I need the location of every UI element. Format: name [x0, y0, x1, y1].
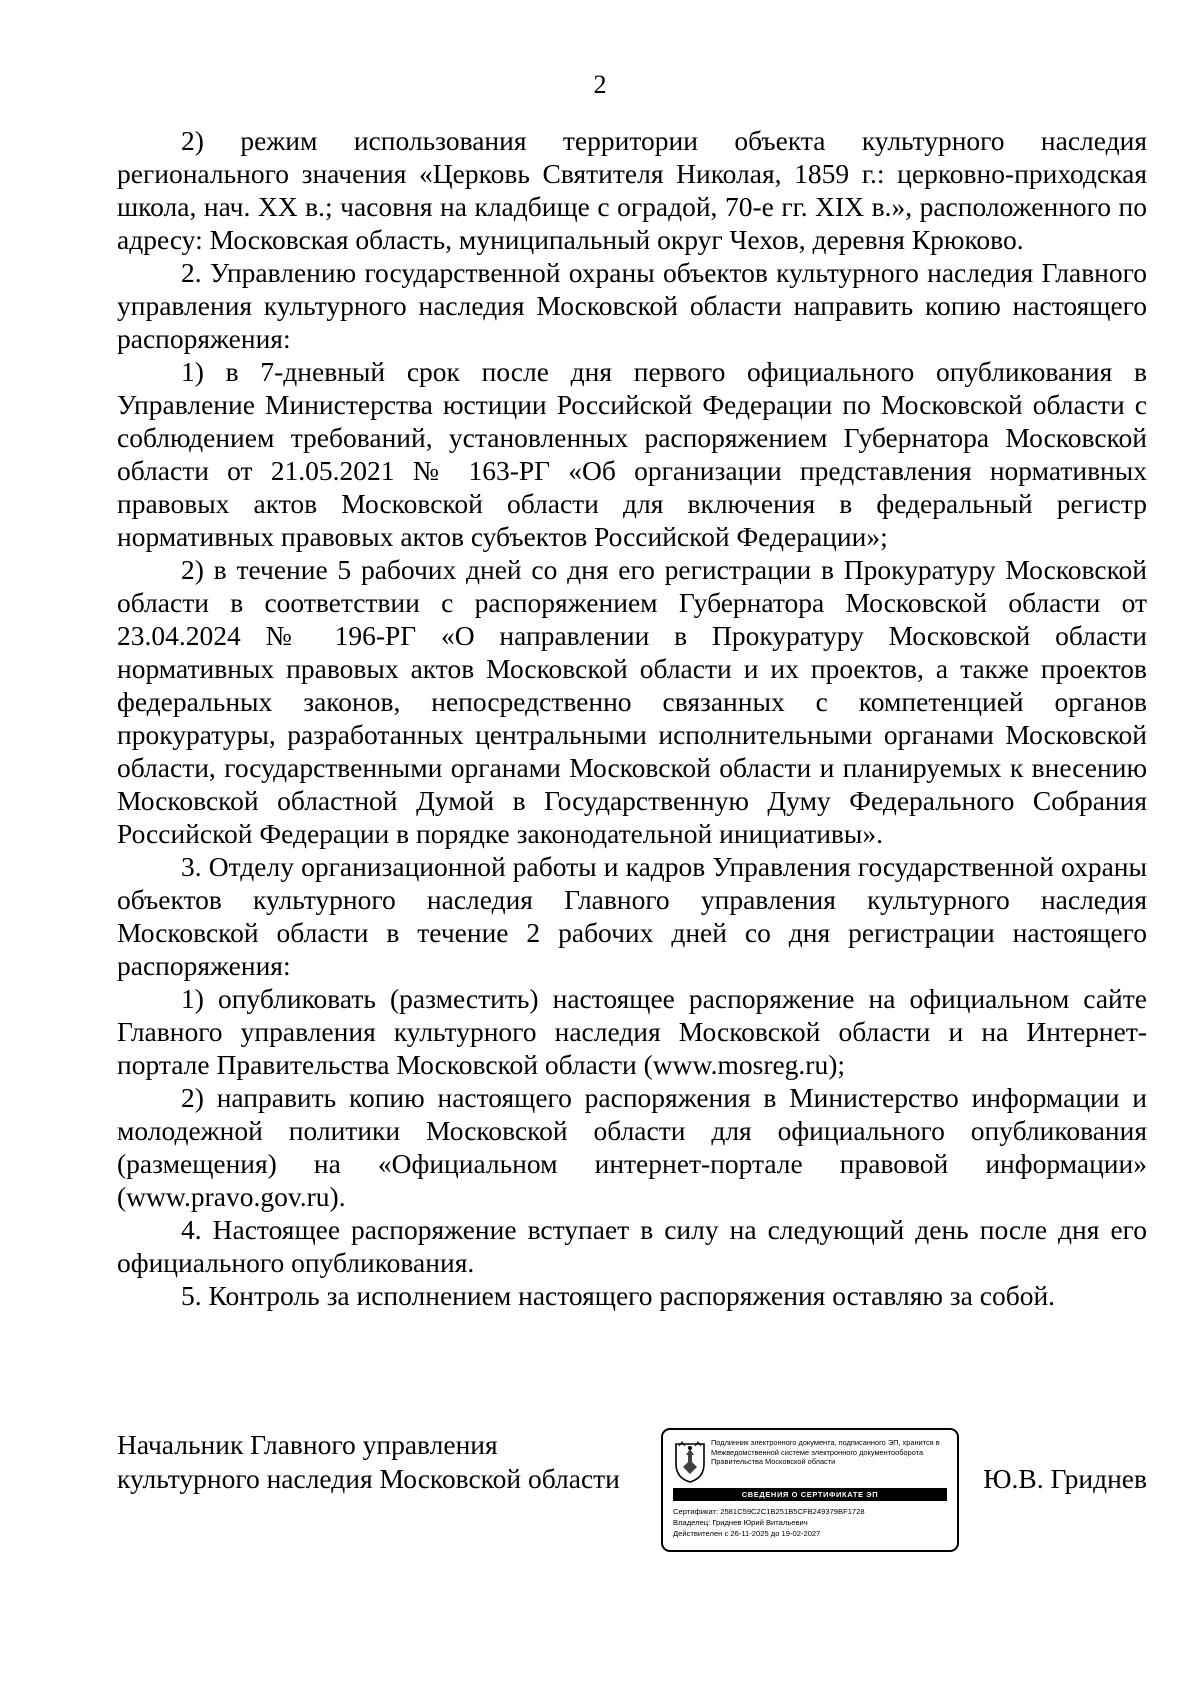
stamp-certificate-number: Сертификат: 2581C59C2C1B251B5CFB249379BF1728 [673, 1507, 865, 1516]
signer-title [117, 1428, 620, 1496]
coat-of-arms-icon [673, 1440, 707, 1484]
paragraph-3-2-send-to-ministry: 2) направить копию настоящего распоряжения в Министерство информации и молодежной политики Московской области для официального опубликования (размещения) на «Официальном интернет-портале правовой информации» (www.pravo.gov.ru). [117, 1082, 1147, 1212]
signer-title-line-1: Начальник Главного управления [117, 1429, 498, 1460]
electronic-signature-stamp [661, 1428, 959, 1552]
paragraph-5-control: 5. Контроль за исполнением настоящего распоряжения оставляю за собой. [181, 1280, 1056, 1311]
paragraph-2-2-prosecutors-office: 2) в течение 5 рабочих дней со дня его регистрации в Прокуратуру Московской области в соответствии с распоряжением Губернатора Московской области от 23.04.2024 № 196-РГ «О направлении в Прокуратуру Московской области нормативных правовых актов Московской области и их проектов, а также проектов федеральных законов, непосредственно связанных с компетенцией органов прокуратуры, разработанных центральными исполнительными органами Московской области, государственными органами Московской области и планируемых к внесению Московской областной Думой в Государственную Думу Федерального Собрания Российской Федерации в порядке законодательной инициативы». [117, 554, 1147, 849]
paragraph-4-entry-into-force: 4. Настоящее распоряжение вступает в силу на следующий день после дня его официального опубликования. [117, 1214, 1147, 1278]
paragraph-2-copy-instruction: 2. Управлению государственной охраны объектов культурного наследия Главного управления культурного наследия Московской области направить копию настоящего распоряжения: [117, 257, 1147, 354]
page-number: 2 [593, 70, 607, 99]
paragraph-item-2-territory-regime: 2) режим использования территории объекта культурного наследия регионального значения «Церковь Святителя Николая, 1859 г.: церковно-приходская школа, нач. XX в.; часовня на кладбище с оградой, 70-е гг. XIX в.», расположенного по адресу: Московская область, муниципальный округ Чехов, деревня Крюково. [117, 125, 1147, 255]
stamp-certificate-header: СВЕДЕНИЯ О СЕРТИФИКАТЕ ЭП [673, 1488, 947, 1501]
stamp-validity: Действителен с 26-11-2025 до 19-02-2027 [673, 1529, 821, 1538]
signer-name: Ю.В. Гриднев [983, 1463, 1147, 1494]
stamp-owner: Владелец: Гриднев Юрий Витальевич [673, 1518, 808, 1527]
stamp-certificate-details [673, 1506, 949, 1539]
paragraph-2-1-ministry-of-justice: 1) в 7-дневный срок после дня первого официального опубликования в Управление Министерства юстиции Российской Федерации по Московской области с соблюдением требований, установленных распоряжением Губернатора Московской области от 21.05.2021 № 163-РГ «Об организации представления нормативных правовых актов Московской области для включения в федеральный регистр нормативных правовых актов субъектов Российской Федерации»; [117, 356, 1147, 552]
signer-title-line-2: культурного наследия Московской области [117, 1463, 620, 1494]
paragraph-3-1-publish-on-site: 1) опубликовать (разместить) настоящее распоряжение на официальном сайте Главного управления культурного наследия Московской области и на Интернет-портале Правительства Московской области (www.mosreg.ru); [117, 983, 1147, 1080]
document-body [117, 124, 1147, 1312]
paragraph-3-department-instruction: 3. Отделу организационной работы и кадров Управления государственной охраны объектов культурного наследия Главного управления культурного наследия Московской области в течение 2 рабочих дней со дня регистрации настоящего распоряжения: [117, 851, 1147, 981]
signature-block [117, 1428, 1147, 1558]
stamp-notice-text: Подлинник электронного документа, подписанного ЭП, хранится в Межведомственной системе электронного документооборота Правительства Московской области [711, 1438, 940, 1466]
